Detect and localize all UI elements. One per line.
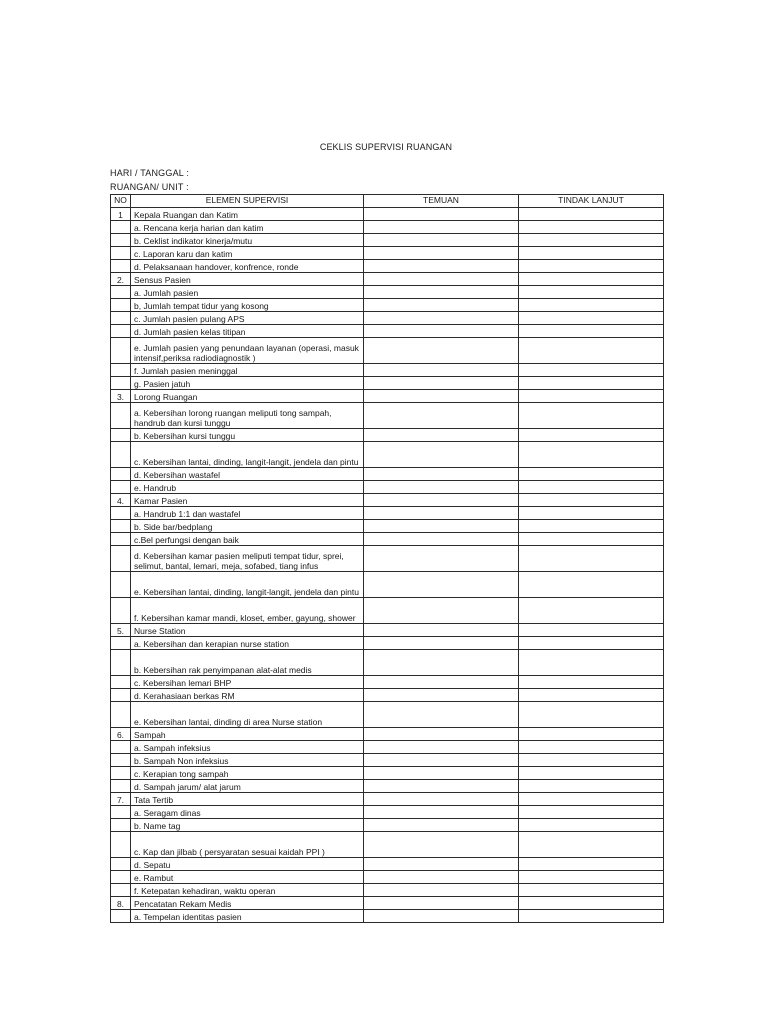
- row-temuan-cell[interactable]: [364, 468, 519, 481]
- row-number: 1: [111, 208, 131, 221]
- row-number: [111, 650, 131, 676]
- table-row: [111, 832, 664, 858]
- row-tindak-lanjut-cell[interactable]: [519, 598, 664, 624]
- row-temuan-cell[interactable]: [364, 494, 519, 507]
- row-number: [111, 741, 131, 754]
- row-temuan-cell[interactable]: [364, 377, 519, 390]
- row-elemen-supervisi: b. Kebersihan kursi tunggu: [131, 429, 364, 442]
- row-tindak-lanjut-cell[interactable]: [519, 884, 664, 897]
- row-number: [111, 299, 131, 312]
- table-row: [111, 780, 664, 793]
- row-temuan-cell[interactable]: [364, 299, 519, 312]
- table-row: [111, 689, 664, 702]
- row-number: [111, 676, 131, 689]
- row-number: [111, 403, 131, 429]
- row-number: [111, 507, 131, 520]
- table-row: [111, 728, 664, 741]
- row-tindak-lanjut-cell[interactable]: [519, 741, 664, 754]
- row-elemen-supervisi: d. Kebersihan kamar pasien meliputi tempat tidur, sprei, selimut, bantal, lemari, meja, sofabed, tiang infus: [131, 546, 364, 572]
- row-number: [111, 247, 131, 260]
- table-row: [111, 598, 664, 624]
- row-temuan-cell[interactable]: [364, 481, 519, 494]
- row-elemen-supervisi: a. Kebersihan lorong ruangan meliputi tong sampah, handrub dan kursi tunggu: [131, 403, 364, 429]
- row-temuan-cell[interactable]: [364, 741, 519, 754]
- table-row: [111, 234, 664, 247]
- row-number: 4.: [111, 494, 131, 507]
- row-number: [111, 884, 131, 897]
- row-elemen-supervisi: b, Jumlah tempat tidur yang kosong: [131, 299, 364, 312]
- row-temuan-cell[interactable]: [364, 247, 519, 260]
- table-row: [111, 299, 664, 312]
- row-temuan-cell[interactable]: [364, 533, 519, 546]
- row-tindak-lanjut-cell[interactable]: [519, 793, 664, 806]
- row-number: [111, 858, 131, 871]
- table-body: [111, 208, 664, 923]
- row-elemen-supervisi: Sampah: [131, 728, 364, 741]
- row-elemen-supervisi: c. Kap dan jilbab ( persyaratan sesuai kaidah PPI ): [131, 832, 364, 858]
- row-tindak-lanjut-cell[interactable]: [519, 364, 664, 377]
- row-elemen-supervisi: Sensus Pasien: [131, 273, 364, 286]
- row-tindak-lanjut-cell[interactable]: [519, 390, 664, 403]
- table-row: [111, 572, 664, 598]
- row-temuan-cell[interactable]: [364, 871, 519, 884]
- row-elemen-supervisi: g. Pasien jatuh: [131, 377, 364, 390]
- row-tindak-lanjut-cell[interactable]: [519, 806, 664, 819]
- row-tindak-lanjut-cell[interactable]: [519, 858, 664, 871]
- row-number: [111, 338, 131, 364]
- row-temuan-cell[interactable]: [364, 780, 519, 793]
- table-row: [111, 403, 664, 429]
- row-number: [111, 234, 131, 247]
- table-row: [111, 338, 664, 364]
- table-row: [111, 481, 664, 494]
- header-no: NO: [111, 195, 131, 208]
- row-tindak-lanjut-cell[interactable]: [519, 910, 664, 923]
- row-tindak-lanjut-cell[interactable]: [519, 507, 664, 520]
- row-elemen-supervisi: b. Kebersihan rak penyimpanan alat-alat medis: [131, 650, 364, 676]
- table-row: [111, 273, 664, 286]
- header-elemen-supervisi: ELEMEN SUPERVISI: [131, 195, 364, 208]
- row-tindak-lanjut-cell[interactable]: [519, 572, 664, 598]
- row-number: 5.: [111, 624, 131, 637]
- row-temuan-cell[interactable]: [364, 221, 519, 234]
- row-number: 6.: [111, 728, 131, 741]
- row-elemen-supervisi: e. Handrub: [131, 481, 364, 494]
- row-temuan-cell[interactable]: [364, 312, 519, 325]
- table-row: [111, 364, 664, 377]
- row-elemen-supervisi: f. Kebersihan kamar mandi, kloset, ember, gayung, shower: [131, 598, 364, 624]
- row-temuan-cell[interactable]: [364, 260, 519, 273]
- row-tindak-lanjut-cell[interactable]: [519, 208, 664, 221]
- row-elemen-supervisi: Nurse Station: [131, 624, 364, 637]
- row-elemen-supervisi: Lorong Ruangan: [131, 390, 364, 403]
- table-row: [111, 650, 664, 676]
- table-row: [111, 208, 664, 221]
- row-tindak-lanjut-cell[interactable]: [519, 832, 664, 858]
- row-elemen-supervisi: c. Jumlah pasien pulang APS: [131, 312, 364, 325]
- row-elemen-supervisi: d. Pelaksanaan handover, konfrence, ronde: [131, 260, 364, 273]
- row-elemen-supervisi: e. Kebersihan lantai, dinding, langit-langit, jendela dan pintu: [131, 572, 364, 598]
- table-row: [111, 312, 664, 325]
- row-elemen-supervisi: a. Sampah infeksius: [131, 741, 364, 754]
- row-temuan-cell[interactable]: [364, 572, 519, 598]
- row-number: [111, 468, 131, 481]
- row-elemen-supervisi: b. Ceklist indikator kinerja/mutu: [131, 234, 364, 247]
- row-temuan-cell[interactable]: [364, 325, 519, 338]
- row-elemen-supervisi: e. Jumlah pasien yang penundaan layanan (operasi, masuk intensif,periksa radiodiagnostik ): [131, 338, 364, 364]
- table-row: [111, 754, 664, 767]
- table-row: [111, 819, 664, 832]
- row-number: 3.: [111, 390, 131, 403]
- row-tindak-lanjut-cell[interactable]: [519, 468, 664, 481]
- row-number: [111, 533, 131, 546]
- row-number: [111, 286, 131, 299]
- row-temuan-cell[interactable]: [364, 546, 519, 572]
- row-elemen-supervisi: e. Kebersihan lantai, dinding di area Nurse station: [131, 702, 364, 728]
- row-temuan-cell[interactable]: [364, 507, 519, 520]
- row-temuan-cell[interactable]: [364, 286, 519, 299]
- table-row: [111, 468, 664, 481]
- row-number: [111, 819, 131, 832]
- row-tindak-lanjut-cell[interactable]: [519, 442, 664, 468]
- row-number: [111, 429, 131, 442]
- row-temuan-cell[interactable]: [364, 598, 519, 624]
- row-temuan-cell[interactable]: [364, 273, 519, 286]
- hari-tanggal-label: HARI / TANGGAL :: [110, 168, 190, 178]
- row-tindak-lanjut-cell[interactable]: [519, 273, 664, 286]
- row-tindak-lanjut-cell[interactable]: [519, 403, 664, 429]
- table-row: [111, 221, 664, 234]
- row-tindak-lanjut-cell[interactable]: [519, 728, 664, 741]
- table-row: [111, 676, 664, 689]
- row-elemen-supervisi: c. Kebersihan lemari BHP: [131, 676, 364, 689]
- row-tindak-lanjut-cell[interactable]: [519, 702, 664, 728]
- row-tindak-lanjut-cell[interactable]: [519, 689, 664, 702]
- row-number: [111, 871, 131, 884]
- row-tindak-lanjut-cell[interactable]: [519, 325, 664, 338]
- row-elemen-supervisi: a. Handrub 1:1 dan wastafel: [131, 507, 364, 520]
- row-tindak-lanjut-cell[interactable]: [519, 871, 664, 884]
- ruangan-unit-label: RUANGAN/ UNIT :: [110, 182, 189, 192]
- row-tindak-lanjut-cell[interactable]: [519, 494, 664, 507]
- table-row: [111, 741, 664, 754]
- row-temuan-cell[interactable]: [364, 728, 519, 741]
- table-row: [111, 507, 664, 520]
- row-elemen-supervisi: d. Sampah jarum/ alat jarum: [131, 780, 364, 793]
- table-row: [111, 286, 664, 299]
- row-temuan-cell[interactable]: [364, 897, 519, 910]
- row-number: [111, 780, 131, 793]
- row-tindak-lanjut-cell[interactable]: [519, 533, 664, 546]
- row-elemen-supervisi: Kepala Ruangan dan Katim: [131, 208, 364, 221]
- row-temuan-cell[interactable]: [364, 832, 519, 858]
- row-number: [111, 572, 131, 598]
- row-elemen-supervisi: c. Kebersihan lantai, dinding, langit-langit, jendela dan pintu: [131, 442, 364, 468]
- row-elemen-supervisi: c.Bel perfungsi dengan baik: [131, 533, 364, 546]
- table-row: [111, 858, 664, 871]
- row-temuan-cell[interactable]: [364, 793, 519, 806]
- table-row: [111, 910, 664, 923]
- row-tindak-lanjut-cell[interactable]: [519, 520, 664, 533]
- table-row: [111, 793, 664, 806]
- row-temuan-cell[interactable]: [364, 689, 519, 702]
- row-elemen-supervisi: a. Rencana kerja harian dan katim: [131, 221, 364, 234]
- header-row: [111, 195, 664, 208]
- row-tindak-lanjut-cell[interactable]: [519, 286, 664, 299]
- supervision-checklist-table: [110, 194, 664, 923]
- row-tindak-lanjut-cell[interactable]: [519, 637, 664, 650]
- table-row: [111, 702, 664, 728]
- row-tindak-lanjut-cell[interactable]: [519, 260, 664, 273]
- table-row: [111, 871, 664, 884]
- row-number: 2.: [111, 273, 131, 286]
- row-tindak-lanjut-cell[interactable]: [519, 650, 664, 676]
- table-row: [111, 767, 664, 780]
- table-row: [111, 520, 664, 533]
- row-temuan-cell[interactable]: [364, 338, 519, 364]
- table-row: [111, 806, 664, 819]
- row-tindak-lanjut-cell[interactable]: [519, 247, 664, 260]
- table-row: [111, 390, 664, 403]
- row-elemen-supervisi: f. Ketepatan kehadiran, waktu operan: [131, 884, 364, 897]
- row-temuan-cell[interactable]: [364, 858, 519, 871]
- table-row: [111, 429, 664, 442]
- table-row: [111, 494, 664, 507]
- row-elemen-supervisi: b. Name tag: [131, 819, 364, 832]
- table-row: [111, 442, 664, 468]
- row-number: [111, 442, 131, 468]
- row-temuan-cell[interactable]: [364, 442, 519, 468]
- row-elemen-supervisi: d. Kebersihan wastafel: [131, 468, 364, 481]
- table-row: [111, 533, 664, 546]
- row-temuan-cell[interactable]: [364, 637, 519, 650]
- row-temuan-cell[interactable]: [364, 234, 519, 247]
- row-tindak-lanjut-cell[interactable]: [519, 221, 664, 234]
- row-elemen-supervisi: c. Laporan karu dan katim: [131, 247, 364, 260]
- row-tindak-lanjut-cell[interactable]: [519, 546, 664, 572]
- row-number: [111, 325, 131, 338]
- row-tindak-lanjut-cell[interactable]: [519, 299, 664, 312]
- row-tindak-lanjut-cell[interactable]: [519, 819, 664, 832]
- row-temuan-cell[interactable]: [364, 910, 519, 923]
- table-row: [111, 260, 664, 273]
- row-elemen-supervisi: a. Jumlah pasien: [131, 286, 364, 299]
- table-row: [111, 884, 664, 897]
- row-elemen-supervisi: a. Seragam dinas: [131, 806, 364, 819]
- table-row: [111, 247, 664, 260]
- row-number: [111, 598, 131, 624]
- row-temuan-cell[interactable]: [364, 624, 519, 637]
- row-number: [111, 702, 131, 728]
- row-number: [111, 806, 131, 819]
- row-tindak-lanjut-cell[interactable]: [519, 234, 664, 247]
- row-number: [111, 910, 131, 923]
- row-tindak-lanjut-cell[interactable]: [519, 624, 664, 637]
- row-tindak-lanjut-cell[interactable]: [519, 897, 664, 910]
- row-number: [111, 481, 131, 494]
- row-elemen-supervisi: Kamar Pasien: [131, 494, 364, 507]
- row-tindak-lanjut-cell[interactable]: [519, 481, 664, 494]
- row-number: [111, 364, 131, 377]
- row-elemen-supervisi: Pencatatan Rekam Medis: [131, 897, 364, 910]
- row-elemen-supervisi: d. Kerahasiaan berkas RM: [131, 689, 364, 702]
- row-temuan-cell[interactable]: [364, 676, 519, 689]
- table-row: [111, 637, 664, 650]
- row-tindak-lanjut-cell[interactable]: [519, 312, 664, 325]
- row-number: [111, 377, 131, 390]
- row-elemen-supervisi: d. Sepatu: [131, 858, 364, 871]
- row-elemen-supervisi: d. Jumlah pasien kelas titipan: [131, 325, 364, 338]
- row-temuan-cell[interactable]: [364, 208, 519, 221]
- row-number: [111, 520, 131, 533]
- header-tindak-lanjut: TINDAK LANJUT: [519, 195, 664, 208]
- row-temuan-cell[interactable]: [364, 754, 519, 767]
- row-number: [111, 260, 131, 273]
- row-elemen-supervisi: a. Kebersihan dan kerapian nurse station: [131, 637, 364, 650]
- row-temuan-cell[interactable]: [364, 806, 519, 819]
- row-tindak-lanjut-cell[interactable]: [519, 767, 664, 780]
- row-tindak-lanjut-cell[interactable]: [519, 754, 664, 767]
- row-temuan-cell[interactable]: [364, 429, 519, 442]
- row-number: [111, 637, 131, 650]
- table-row: [111, 546, 664, 572]
- table-row: [111, 325, 664, 338]
- table-header: [111, 195, 664, 208]
- row-number: [111, 754, 131, 767]
- row-tindak-lanjut-cell[interactable]: [519, 780, 664, 793]
- row-number: 8.: [111, 897, 131, 910]
- row-elemen-supervisi: b. Side bar/bedplang: [131, 520, 364, 533]
- row-temuan-cell[interactable]: [364, 702, 519, 728]
- row-number: [111, 832, 131, 858]
- row-temuan-cell[interactable]: [364, 767, 519, 780]
- row-temuan-cell[interactable]: [364, 364, 519, 377]
- row-tindak-lanjut-cell[interactable]: [519, 429, 664, 442]
- table-row: [111, 624, 664, 637]
- row-elemen-supervisi: c. Kerapian tong sampah: [131, 767, 364, 780]
- table-row: [111, 897, 664, 910]
- row-number: [111, 546, 131, 572]
- row-tindak-lanjut-cell[interactable]: [519, 676, 664, 689]
- row-tindak-lanjut-cell[interactable]: [519, 377, 664, 390]
- row-number: 7.: [111, 793, 131, 806]
- row-temuan-cell[interactable]: [364, 390, 519, 403]
- row-elemen-supervisi: f. Jumlah pasien meninggal: [131, 364, 364, 377]
- row-temuan-cell[interactable]: [364, 403, 519, 429]
- table-row: [111, 377, 664, 390]
- row-elemen-supervisi: Tata Tertib: [131, 793, 364, 806]
- row-number: [111, 221, 131, 234]
- row-elemen-supervisi: a. Tempelan identitas pasien: [131, 910, 364, 923]
- page-title: CEKLIS SUPERVISI RUANGAN: [319, 142, 453, 152]
- row-temuan-cell[interactable]: [364, 884, 519, 897]
- row-elemen-supervisi: e. Rambut: [131, 871, 364, 884]
- row-number: [111, 689, 131, 702]
- row-temuan-cell[interactable]: [364, 520, 519, 533]
- row-elemen-supervisi: b. Sampah Non infeksius: [131, 754, 364, 767]
- row-number: [111, 767, 131, 780]
- header-temuan: TEMUAN: [364, 195, 519, 208]
- row-temuan-cell[interactable]: [364, 819, 519, 832]
- row-number: [111, 312, 131, 325]
- row-tindak-lanjut-cell[interactable]: [519, 338, 664, 364]
- row-temuan-cell[interactable]: [364, 650, 519, 676]
